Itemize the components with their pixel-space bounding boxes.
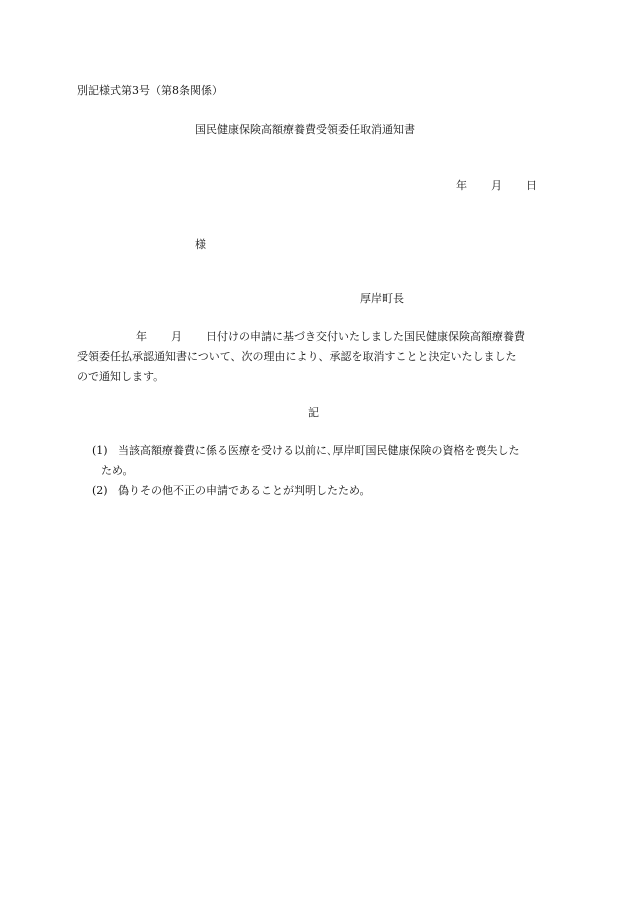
document-title: 国民健康保険高額療養費受領委任取消通知書 <box>195 123 415 136</box>
body-year-label: 年 <box>136 330 147 343</box>
body-line-2: 受領委任払承認通知書について、次の理由により、承認を取消すことと決定いたしました <box>77 350 517 363</box>
item-1-continuation: ため。 <box>101 464 134 477</box>
item-2-text: 偽りその他不正の申請であることが判明したため。 <box>118 484 371 497</box>
form-number: 別記様式第3号（第8条関係） <box>77 84 223 97</box>
item-1-number: (1) <box>92 444 108 457</box>
body-month-label: 月 <box>171 330 182 343</box>
date-month-label: 月 <box>491 179 502 192</box>
item-2-number: (2) <box>92 484 108 497</box>
body-line-3: ので通知します。 <box>77 370 165 383</box>
date-day-label: 日 <box>526 179 537 192</box>
body-line-1 <box>136 331 525 342</box>
addressee-suffix: 様 <box>195 238 206 251</box>
date-line <box>456 180 537 191</box>
ki-heading: 記 <box>308 406 319 419</box>
item-1-text: 当該高額療養費に係る医療を受ける以前に､厚岸町国民健康保険の資格を喪失した <box>118 444 520 457</box>
issuer: 厚岸町長 <box>360 292 404 305</box>
body-line-1-text: 日付けの申請に基づき交付いたしました国民健康保険高額療養費 <box>206 330 525 343</box>
date-year-label: 年 <box>456 179 467 192</box>
